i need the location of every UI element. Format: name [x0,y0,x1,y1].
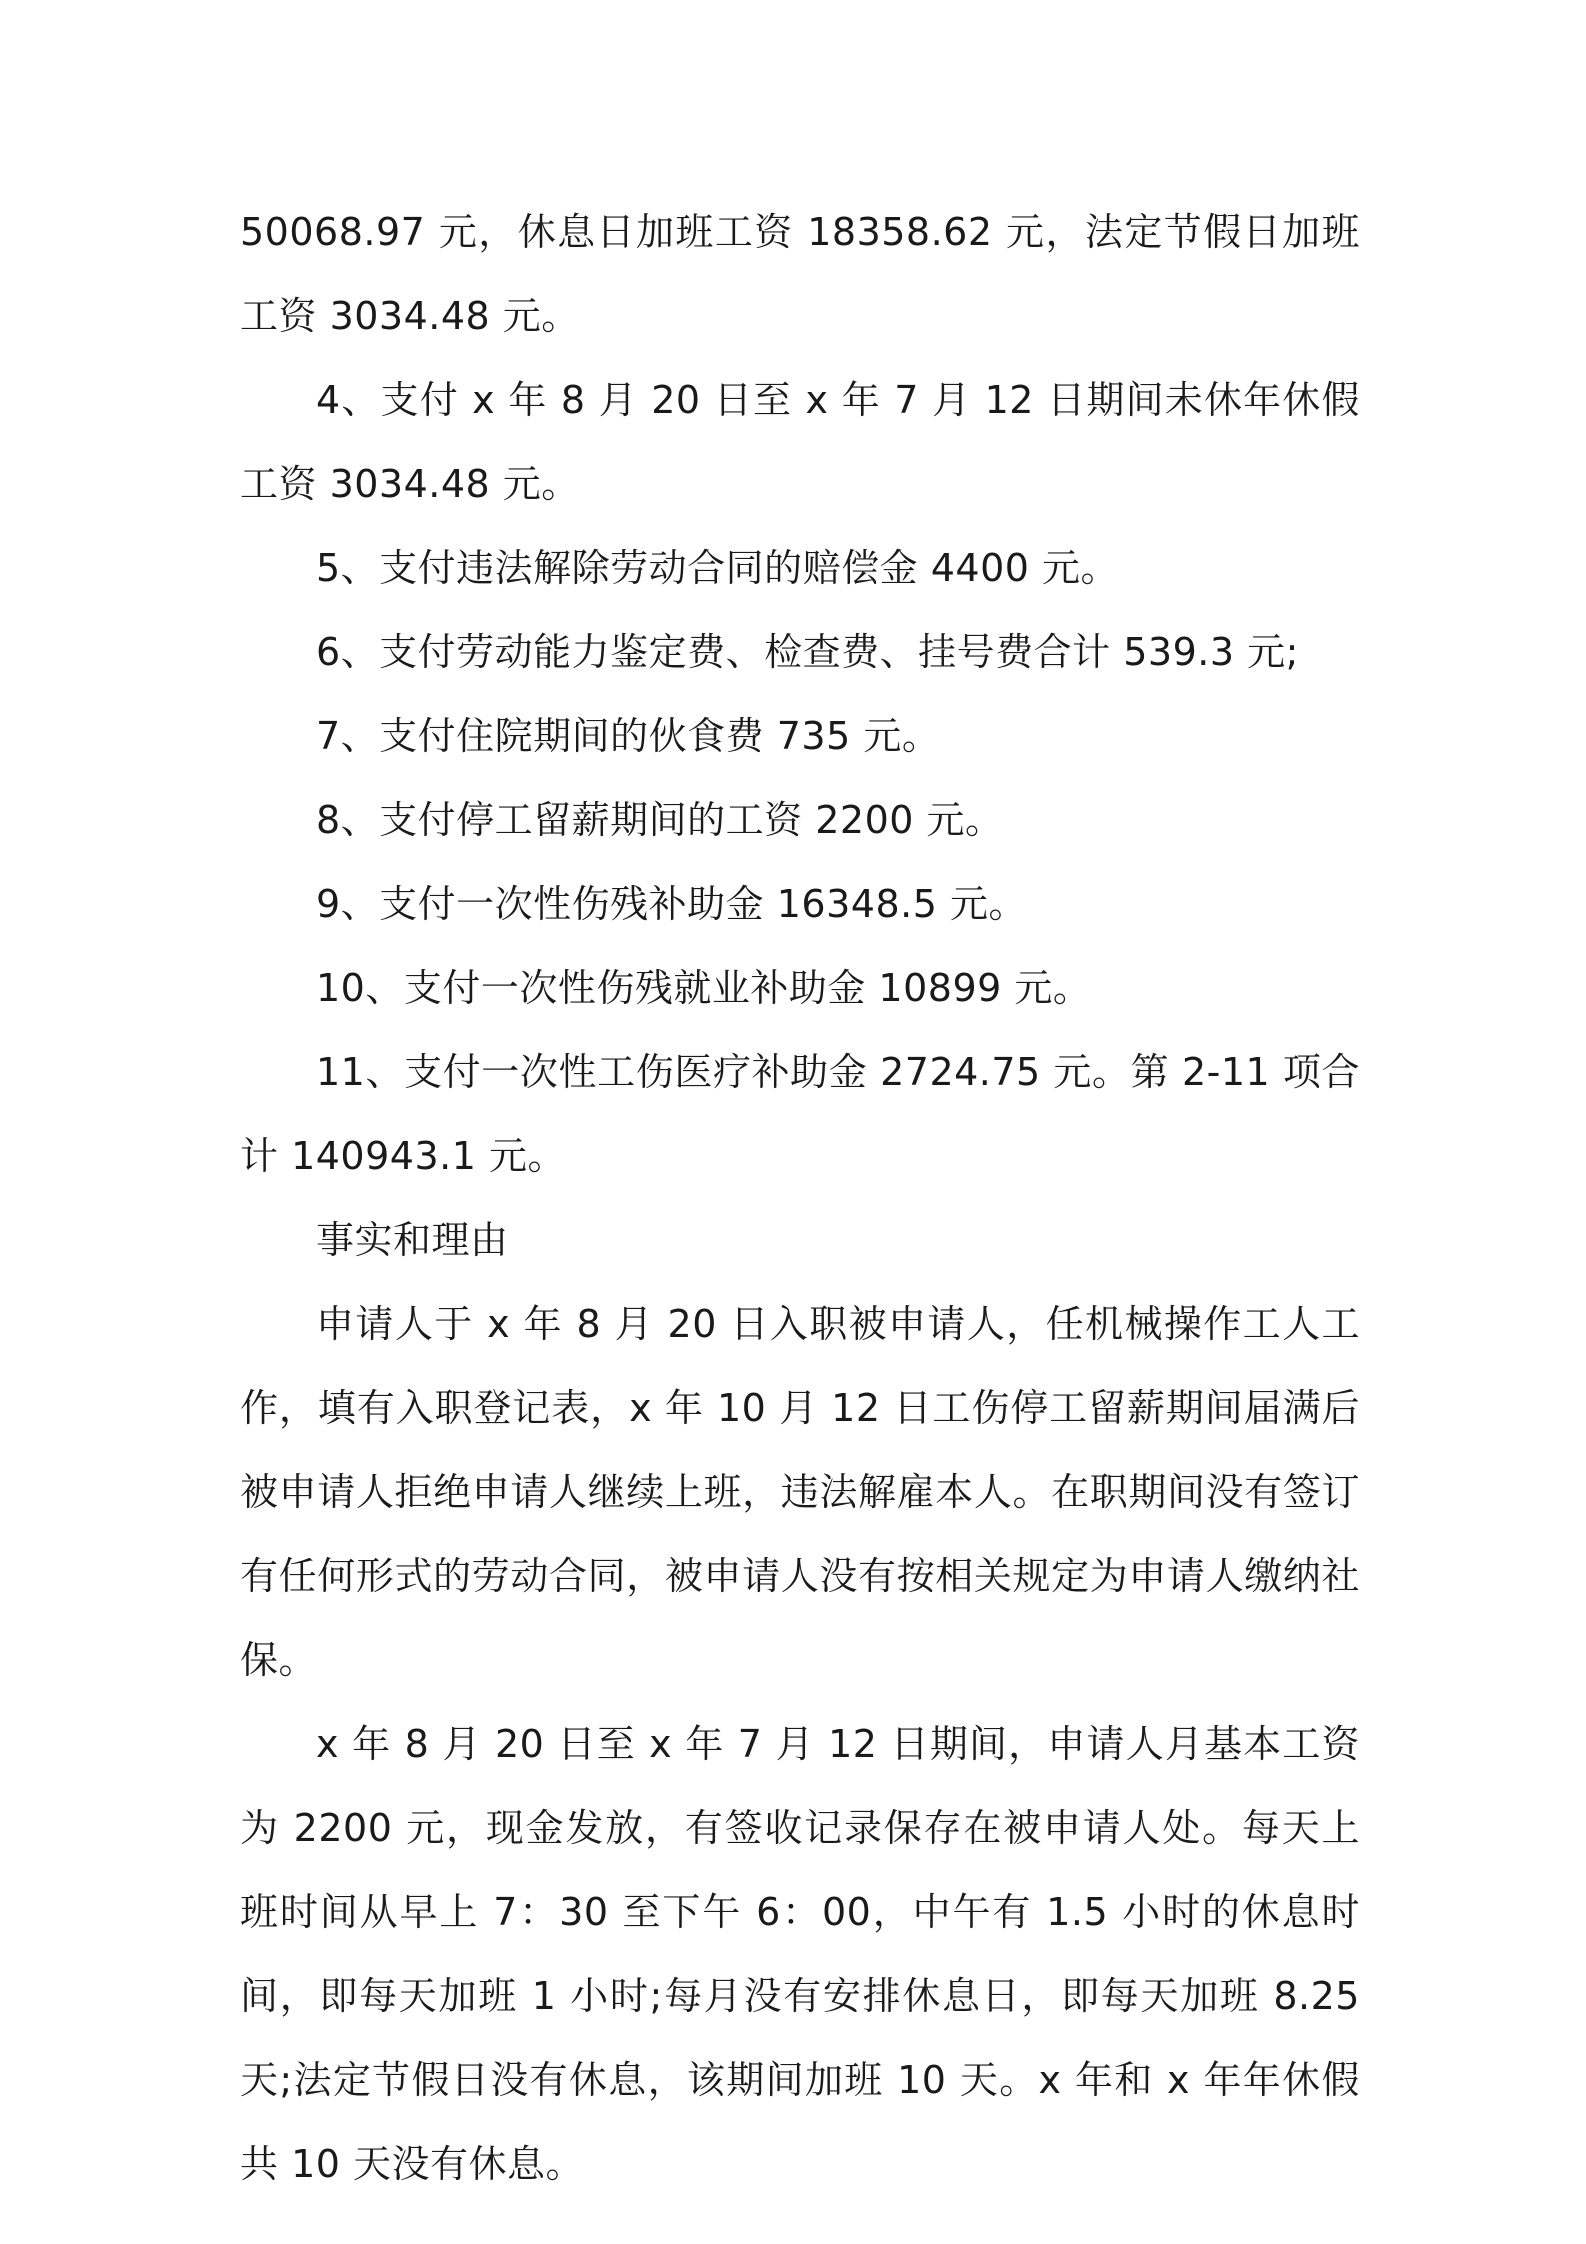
paragraph-employment-facts: 申请人于 x 年 8 月 20 日入职被申请人，任机械操作工人工作，填有入职登记表，x 年 10 月 12 日工伤停工留薪期间届满后被申请人拒绝申请人继续上班，违法解雇本人。在职期间没有签订有任何形式的劳动合同，被申请人没有按相关规定为申请人缴纳社保。 [240,1302,1360,1682]
paragraph-item-5: 5、支付违法解除劳动合同的赔偿金 4400 元。 [316,546,1120,590]
paragraph-item-8: 8、支付停工留薪期间的工资 2200 元。 [316,798,1004,842]
paragraph-item-4: 4、支付 x 年 8 月 20 日至 x 年 7 月 12 日期间未休年休假工资 3034.48 元。 [240,378,1360,506]
paragraph-item-11: 11、支付一次性工伤医疗补助金 2724.75 元。第 2-11 项合计 140943.1 元。 [240,1050,1360,1178]
paragraph-item-10: 10、支付一次性伤残就业补助金 10899 元。 [316,966,1092,1010]
paragraph-item-7: 7、支付住院期间的伙食费 735 元。 [316,714,941,758]
paragraph-item-9: 9、支付一次性伤残补助金 16348.5 元。 [316,882,1027,926]
document-body [240,190,1360,2206]
paragraph-wage-overtime-facts: x 年 8 月 20 日至 x 年 7 月 12 日期间，申请人月基本工资为 2200 元，现金发放，有签收记录保存在被申请人处。每天上班时间从早上 7：30 至下午 6：00，中午有 1.5 小时的休息时间，即每天加班 1 小时;每月没有安排休息日，即每天加班 8.25 天;法定节假日没有休息，该期间加班 10 天。x 年和 x 年年休假共 10 天没有休息。 [240,1722,1360,2186]
paragraph-overtime-continued: 50068.97 元，休息日加班工资 18358.62 元，法定节假日加班工资 3034.48 元。 [240,210,1360,338]
paragraph-item-6: 6、支付劳动能力鉴定费、检查费、挂号费合计 539.3 元; [316,630,1299,674]
section-heading-facts-reasons: 事实和理由 [316,1218,509,1262]
